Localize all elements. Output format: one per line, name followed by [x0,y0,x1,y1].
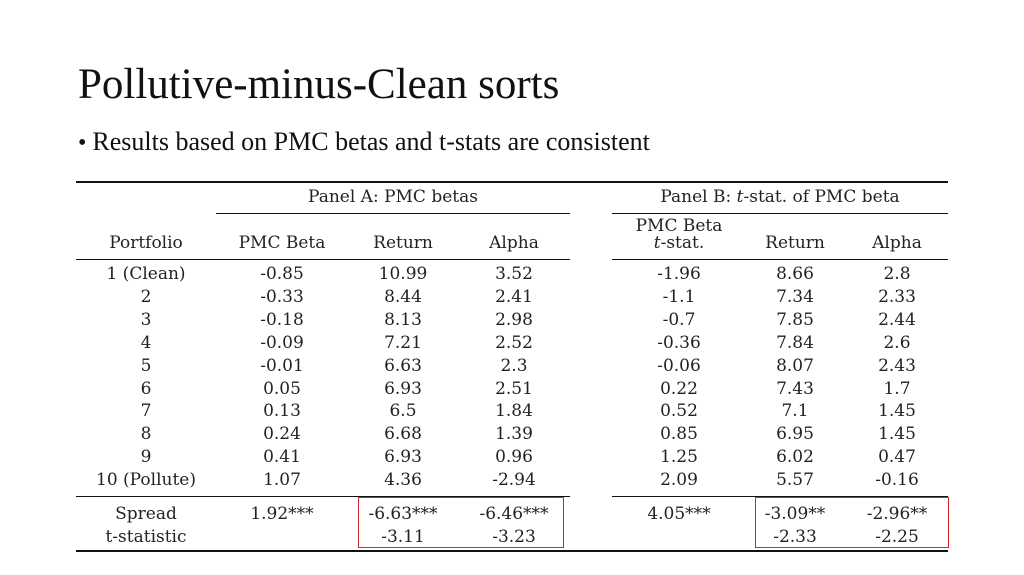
cell-alpha-b: -0.16 [875,470,919,491]
cell-portfolio: 1 (Clean) [106,264,186,284]
cell-alpha-b: 0.47 [878,447,916,468]
cell-return-b: 7.85 [776,309,814,330]
cell-return-b: 8.07 [776,355,814,376]
panel-a-rule [216,213,570,214]
cell-return-a: 10.99 [378,264,428,284]
spread-alpha-b: -2.96** [866,504,928,524]
cell-tstat: -0.36 [657,332,701,353]
col-pmcb-line2-italic: t [653,233,661,253]
cell-return-b: 7.43 [776,378,814,399]
cell-tstat: 0.85 [660,424,698,445]
panel-b-title-italic: t [736,187,744,207]
tstatistic-alpha-a: -3.23 [492,527,536,547]
col-pmcb-line1: PMC Beta [635,216,723,236]
header-rule-left [76,259,570,260]
spread-return-a: -6.63*** [368,504,438,524]
cell-portfolio: 5 [140,355,152,376]
cell-return-b: 5.57 [776,470,814,491]
cell-pmc-beta: 0.24 [263,424,301,445]
cell-return-b: 7.84 [776,332,814,353]
spread-label: Spread [115,504,177,524]
cell-alpha-b: 1.7 [883,378,911,399]
top-rule [76,181,948,183]
cell-alpha-a: 2.98 [495,309,533,330]
cell-return-a: 6.68 [384,424,422,445]
bottom-rule [76,550,948,552]
cell-return-b: 8.66 [776,264,814,284]
col-pmc-beta: PMC Beta [238,233,326,253]
cell-return-a: 6.63 [384,355,422,376]
cell-alpha-b: 1.45 [878,424,916,445]
col-return-a: Return [373,233,433,253]
cell-alpha-a: 3.52 [495,264,533,284]
cell-alpha-a: 2.52 [495,332,533,353]
panel-b-title-post: -stat. of PMC beta [743,187,900,207]
cell-pmc-beta: -0.85 [260,264,304,284]
cell-portfolio: 2 [140,286,152,307]
cell-return-a: 8.44 [384,286,422,307]
cell-pmc-beta: 0.13 [263,401,301,422]
bullet-dot-icon: • [78,130,87,156]
cell-alpha-a: 0.96 [495,447,533,468]
cell-tstat: 1.25 [660,447,698,468]
highlight-box-panel-b [755,497,949,548]
tstatistic-return-b: -2.33 [773,527,817,547]
cell-tstat: 0.22 [660,378,698,399]
cell-pmc-beta: -0.18 [260,309,304,330]
col-portfolio: Portfolio [109,233,183,253]
panel-b-rule [612,213,948,214]
spread-alpha-a: -6.46*** [479,504,549,524]
col-return-b: Return [765,233,825,253]
cell-return-a: 6.5 [389,401,417,422]
cell-portfolio: 7 [140,401,152,422]
cell-portfolio: 6 [140,378,152,399]
cell-alpha-a: 2.51 [495,378,533,399]
cell-tstat: -1.96 [657,264,701,284]
cell-return-b: 7.34 [776,286,814,307]
cell-alpha-b: 2.8 [883,264,911,284]
panel-b-title-pre: Panel B: [660,187,737,207]
highlight-box-panel-a [358,497,564,548]
spread-pmc-beta: 1.92*** [250,504,314,524]
slide-title: Pollutive-minus-Clean sorts [78,61,560,108]
cell-return-a: 7.21 [384,332,422,353]
cell-tstat: 2.09 [660,470,698,491]
cell-alpha-b: 2.43 [878,355,916,376]
cell-alpha-a: 2.41 [495,286,533,307]
cell-pmc-beta: -0.01 [260,355,304,376]
cell-tstat: -0.7 [662,309,696,330]
panel-b-title [660,187,899,207]
cell-portfolio: 4 [140,332,152,353]
spread-return-b: -3.09** [764,504,826,524]
col-alpha-a: Alpha [489,233,539,253]
cell-portfolio: 3 [140,309,152,330]
cell-pmc-beta: -0.33 [260,286,304,307]
spread-tstat: 4.05*** [647,504,711,524]
cell-pmc-beta: 0.41 [263,447,301,468]
panel-a-title: Panel A: PMC betas [308,187,478,207]
cell-return-a: 8.13 [384,309,422,330]
cell-alpha-b: 2.6 [883,332,911,353]
tstatistic-return-a: -3.11 [381,527,425,547]
cell-alpha-b: 2.33 [878,286,916,307]
cell-portfolio: 10 (Pollute) [96,470,196,491]
cell-pmc-beta: 0.05 [263,378,301,399]
bullet-text: Results based on PMC betas and t-stats are consistent [92,127,650,156]
cell-alpha-a: 1.84 [495,401,533,422]
tstatistic-alpha-b: -2.25 [875,527,919,547]
cell-return-a: 6.93 [384,378,422,399]
cell-return-b: 6.95 [776,424,814,445]
cell-return-a: 6.93 [384,447,422,468]
tstatistic-label: t-statistic [105,527,187,547]
cell-pmc-beta: -0.09 [260,332,304,353]
cell-alpha-a: 2.3 [500,355,528,376]
cell-portfolio: 9 [140,447,152,468]
cell-alpha-b: 2.44 [878,309,916,330]
cell-tstat: -1.1 [662,286,696,307]
cell-return-a: 4.36 [384,470,422,491]
cell-pmc-beta: 1.07 [263,470,301,491]
col-pmcb-line2 [654,233,705,253]
cell-alpha-a: -2.94 [492,470,536,491]
cell-alpha-a: 1.39 [495,424,533,445]
col-alpha-b: Alpha [872,233,922,253]
cell-return-b: 6.02 [776,447,814,468]
cell-alpha-b: 1.45 [878,401,916,422]
header-rule-right [612,259,948,260]
col-pmcb-line2-post: -stat. [660,233,705,253]
cell-tstat: 0.52 [660,401,698,422]
cell-portfolio: 8 [140,424,152,445]
cell-tstat: -0.06 [657,355,701,376]
cell-return-b: 7.1 [781,401,809,422]
